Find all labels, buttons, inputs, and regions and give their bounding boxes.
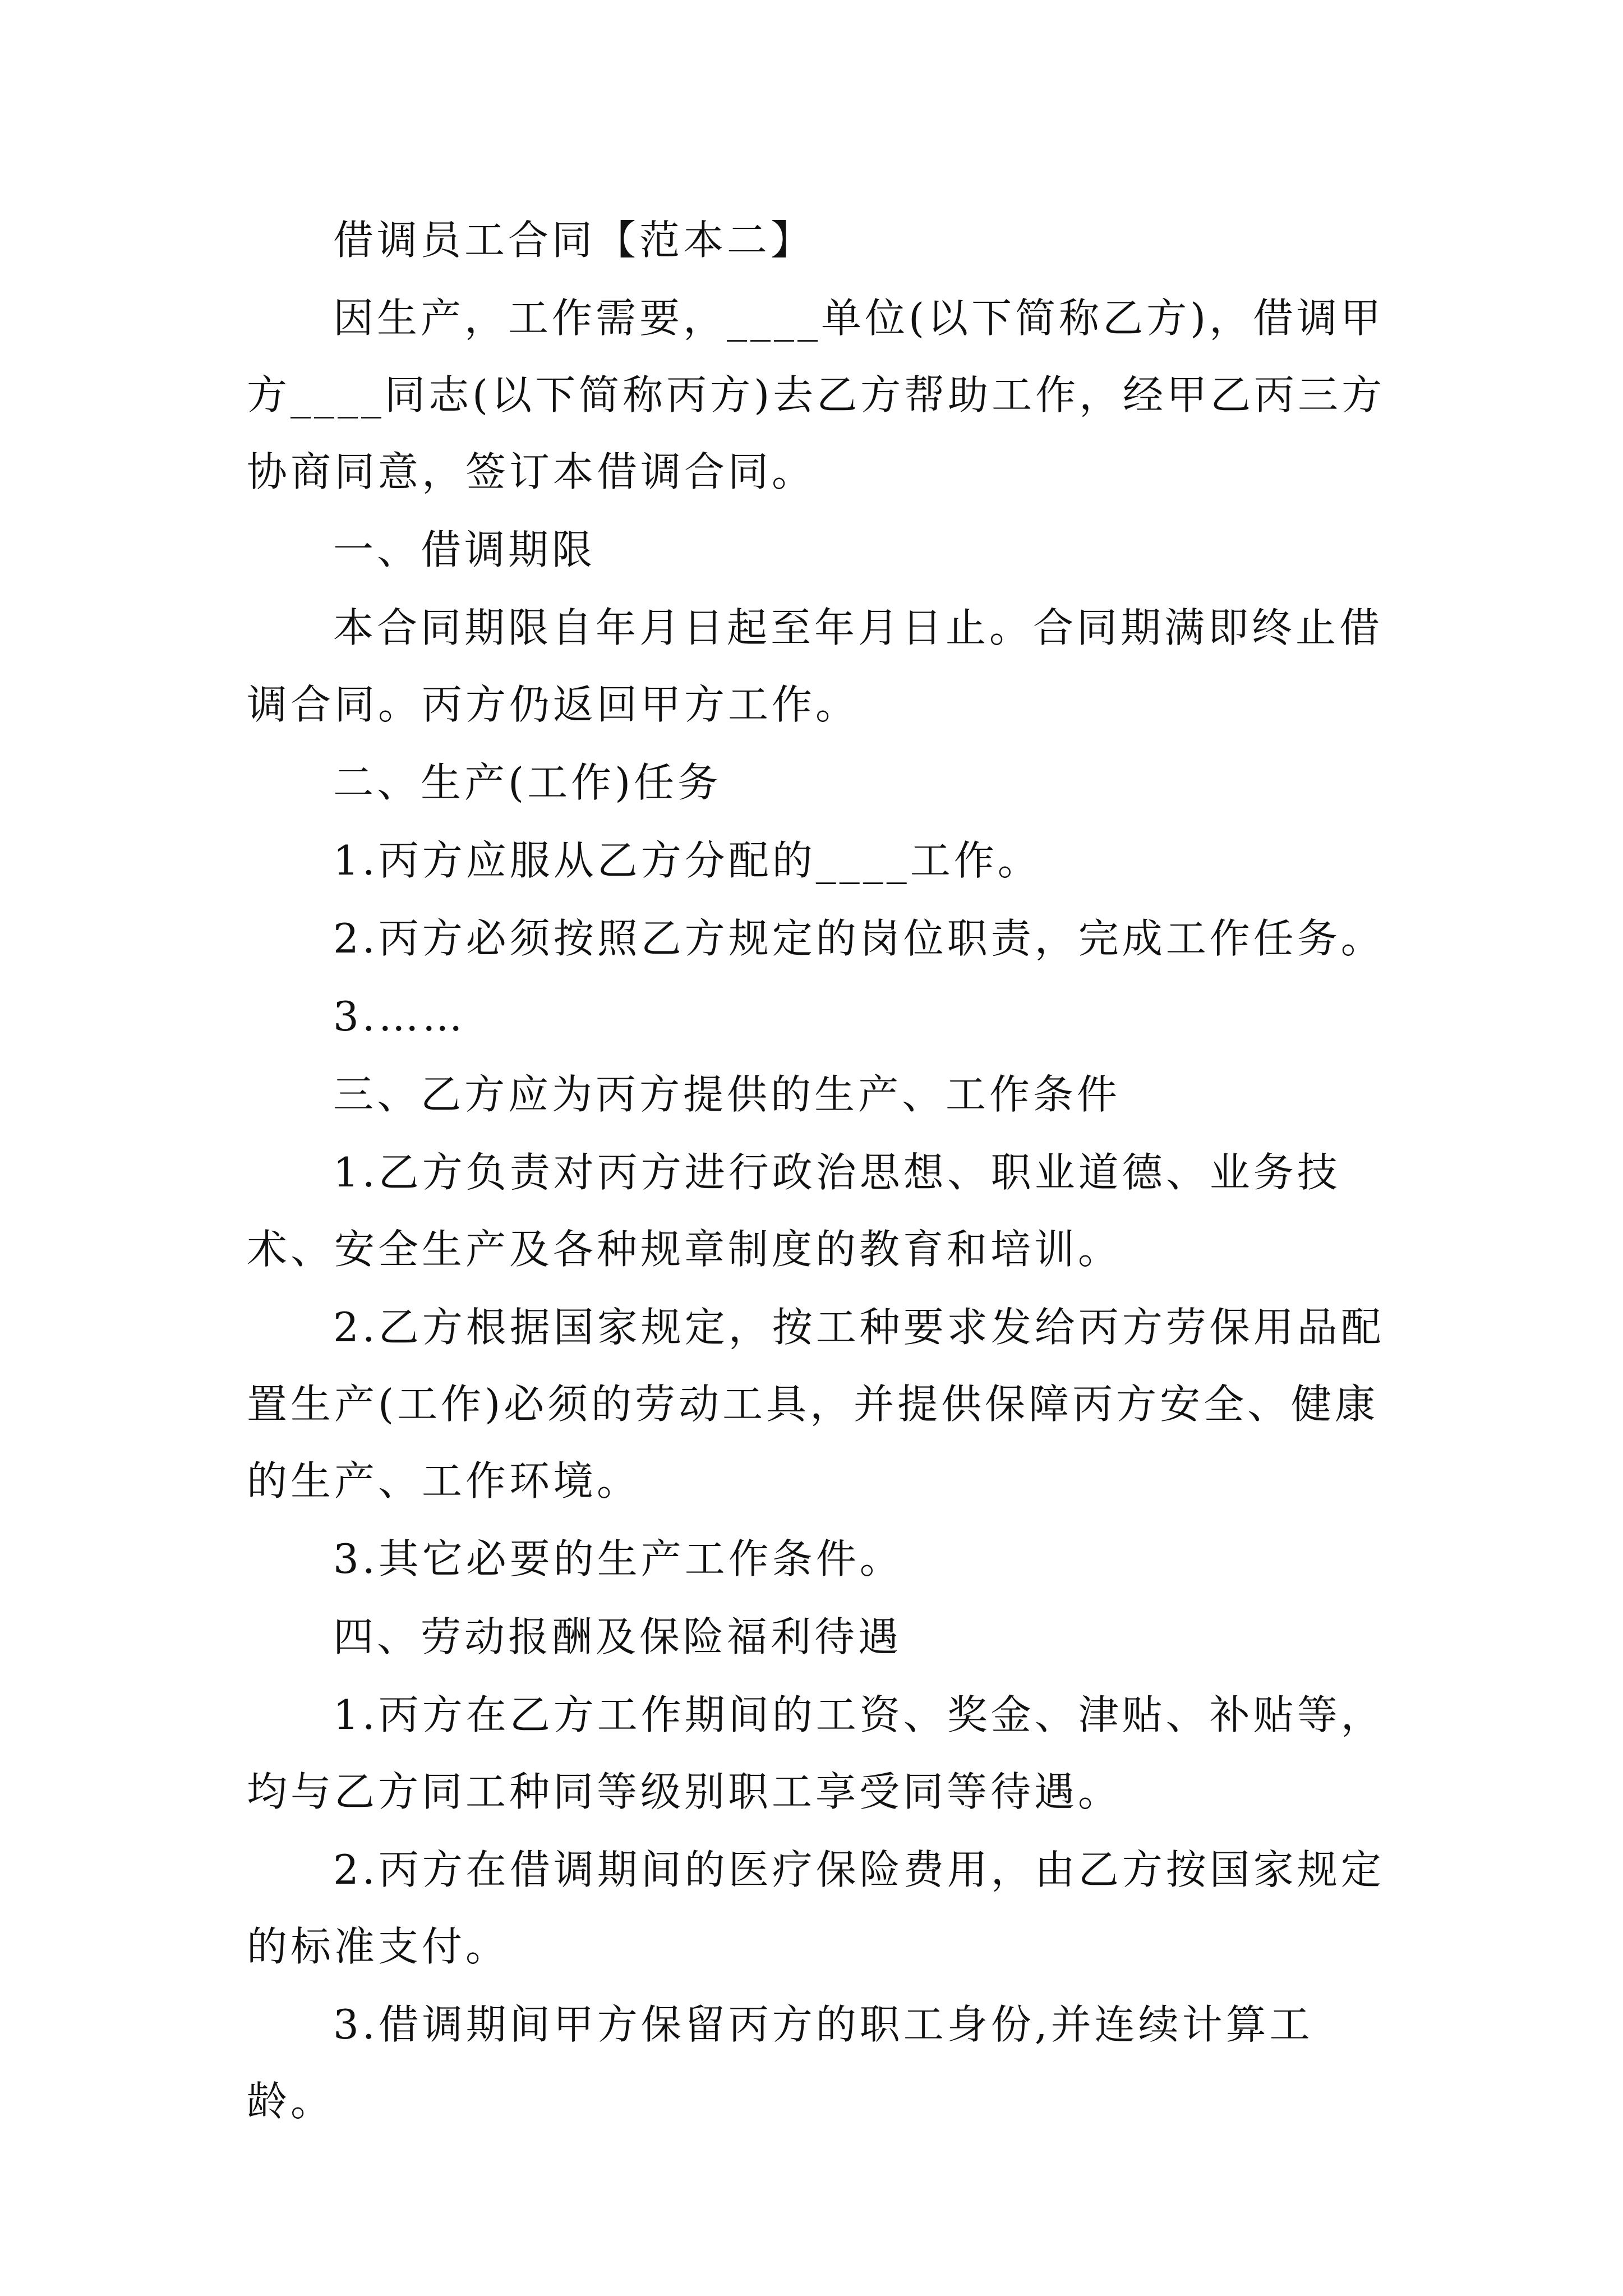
section-heading-conditions: 三、乙方应为丙方提供的生产、工作条件 (333, 1071, 1121, 1118)
paragraph-task-1: 1.丙方应服从乙方分配的____工作。 (333, 837, 1041, 884)
paragraph-term: 本合同期限自年月日起至年月日止。合同期满即终止借调合同。丙方仍返回甲方工作。 (247, 604, 1384, 728)
paragraph-task-3: 3.…… (333, 993, 466, 1040)
paragraph-task-2: 2.丙方必须按照乙方规定的岗位职责，完成工作任务。 (333, 915, 1385, 962)
paragraph-compensation-2: 2.丙方在借调期间的医疗保险费用，由乙方按国家规定的标准支付。 (247, 1846, 1385, 1970)
paragraph-condition-2: 2.乙方根据国家规定，按工种要求发给丙方劳保用品配置生产(工作)必须的劳动工具，并提供保障丙方安全、健康的生产、工作环境。 (247, 1304, 1385, 1504)
paragraph-condition-1: 1.乙方负责对丙方进行政治思想、职业道德、业务技术、安全生产及各种规章制度的教育和培训。 (247, 1149, 1341, 1273)
section-heading-tasks: 二、生产(工作)任务 (333, 759, 722, 806)
section-heading-compensation: 四、劳动报酬及保险福利待遇 (333, 1613, 902, 1660)
document-body (247, 202, 1391, 2141)
document-title: 借调员工合同【范本二】 (333, 217, 815, 264)
paragraph-condition-3: 3.其它必要的生产工作条件。 (333, 1535, 903, 1582)
paragraph-compensation-1: 1.丙方在乙方工作期间的工资、奖金、津贴、补贴等，均与乙方同工种同等级别职工享受同等待遇。 (247, 1691, 1385, 1815)
paragraph-compensation-3: 3.借调期间甲方保留丙方的职工身份,并连续计算工龄。 (247, 2001, 1313, 2125)
section-heading-term: 一、借调期限 (333, 526, 596, 573)
paragraph-intro: 因生产，工作需要，____单位(以下简称乙方)，借调甲方____同志(以下简称丙方)去乙方帮助工作，经甲乙丙三方协商同意，签订本借调合同。 (247, 295, 1386, 495)
